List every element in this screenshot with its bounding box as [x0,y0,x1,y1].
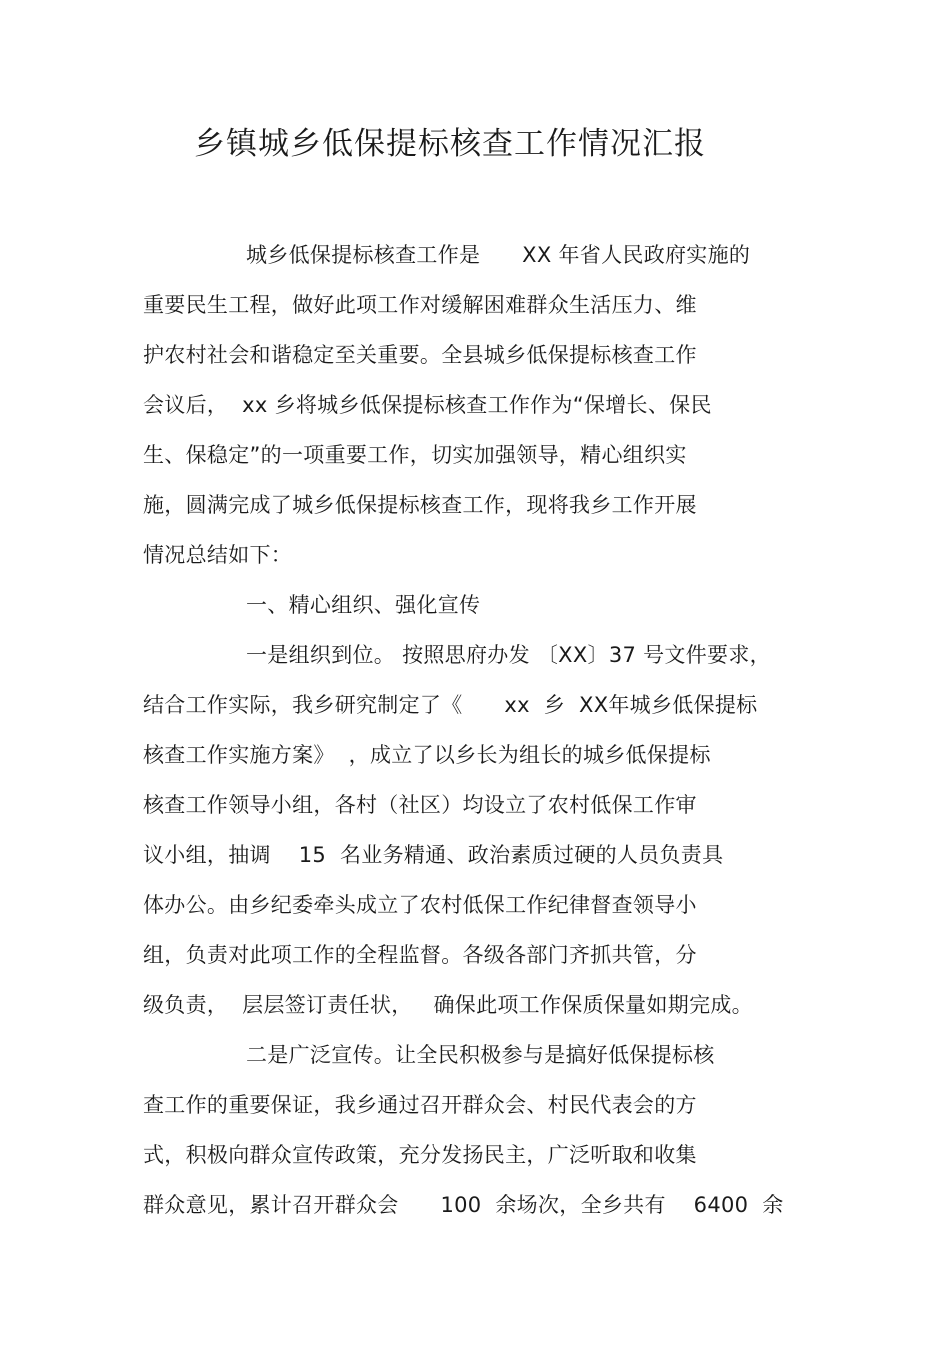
body-line-20: 群众意见，累计召开群众会 100 余场次，全乡共有 6400 余 [143,1193,784,1217]
body-line-4: 会议后， xx 乡将城乡低保提标核查工作作为“保增长、保民 [143,393,712,417]
body-line-13: 议小组，抽调 15 名业务精通、政治素质过硬的人员负责具 [143,843,724,867]
body-line-3: 护农村社会和谐稳定至关重要。全县城乡低保提标核查工作 [143,343,697,367]
body-line-11: 核查工作实施方案》 ，成立了以乡长为组长的城乡低保提标 [143,743,711,767]
section-heading: 一、精心组织、强化宣传 [246,593,481,617]
body-line-14: 体办公。由乡纪委牵头成立了农村低保工作纪律督查领导小 [143,893,697,917]
body-line-16: 级负责， 层层签订责任状， 确保此项工作保质保量如期完成。 [143,993,753,1017]
body-line-5: 生、保稳定”的一项重要工作，切实加强领导，精心组织实 [143,443,687,467]
document-title: 乡镇城乡低保提标核查工作情况汇报 [194,126,706,162]
body-line-9: 一是组织到位。 按照思府办发 〔XX〕37 号文件要求， [246,643,771,667]
body-line-6: 施，圆满完成了城乡低保提标核查工作，现将我乡工作开展 [143,493,697,517]
body-line-15: 组，负责对此项工作的全程监督。各级各部门齐抓共管，分 [143,943,697,967]
body-line-10: 结合工作实际，我乡研究制定了《 xx 乡 XX年城乡低保提标 [143,693,758,717]
body-line-19: 式，积极向群众宣传政策，充分发扬民主，广泛听取和收集 [143,1143,697,1167]
body-line-12: 核查工作领导小组，各村（社区）均设立了农村低保工作审 [143,793,697,817]
body-line-18: 查工作的重要保证，我乡通过召开群众会、村民代表会的方 [143,1093,697,1117]
body-line-2: 重要民生工程，做好此项工作对缓解困难群众生活压力、维 [143,293,697,317]
body-line-1: 城乡低保提标核查工作是 XX 年省人民政府实施的 [246,243,751,267]
body-line-17: 二是广泛宣传。让全民积极参与是搞好低保提标核 [246,1043,715,1067]
body-line-7: 情况总结如下： [143,543,293,567]
